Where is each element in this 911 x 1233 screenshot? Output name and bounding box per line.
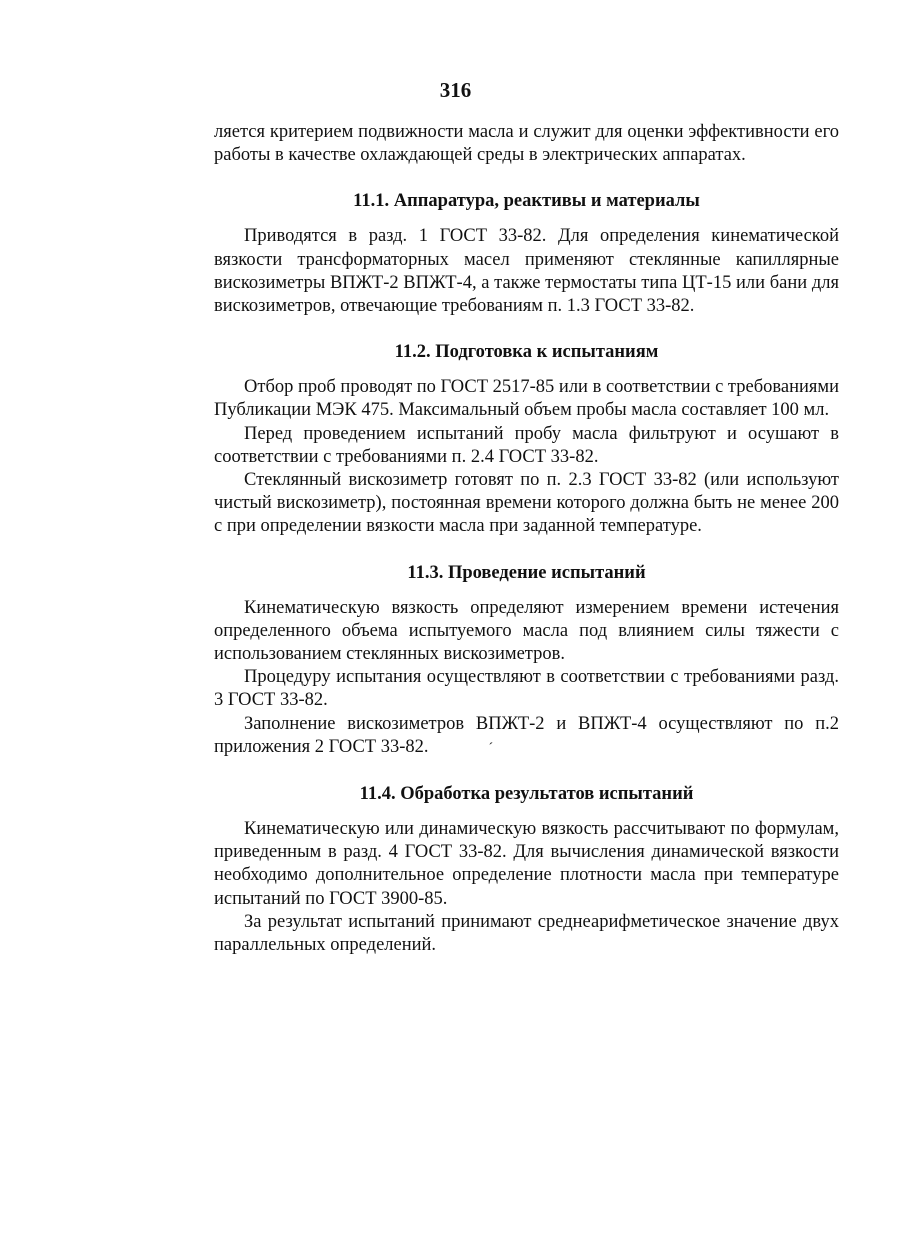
section-11-3: [214, 562, 839, 760]
paragraph: [214, 713, 839, 760]
paragraph: Кинематическую вязкость определяют измерением времени истечения определенного объема испытуемого масла под влиянием силы тяжести с использованием стеклянных вискозиметров.: [214, 597, 839, 665]
section-title: 11.3. Проведение испытаний: [407, 562, 646, 583]
paragraph: Отбор проб проводят по ГОСТ 2517-85 или в соответствии с требованиями Публикации МЭК 475. Максимальный объем пробы масла составляет 100 мл.: [214, 377, 839, 421]
section-11-4: [214, 783, 839, 957]
section-11-2: [214, 341, 839, 538]
section-11-1: [214, 190, 839, 318]
paragraph: Процедуру испытания осуществляют в соответствии с требованиями разд. 3 ГОСТ 33-82.: [214, 667, 839, 711]
paragraph: Стеклянный вискозиметр готовят по п. 2.3 ГОСТ 33-82 (или используют чистый вискозиметр), постоянная времени которого должна быть не менее 200 с при определении вязкости масла при заданной температуре.: [214, 470, 839, 537]
intro-paragraph: ляется критерием подвижности масла и служит для оценки эффективности его работы в качестве охлаждающей среды в электрических аппаратах.: [214, 122, 839, 166]
page-number: 316: [439, 78, 472, 102]
section-title: 11.2. Подготовка к испытаниям: [394, 342, 659, 363]
paragraph: За результат испытаний принимают среднеарифметическое значение двух параллельных определений.: [214, 911, 839, 956]
paragraph: Кинематическую или динамическую вязкость рассчитывают по формулам, приведенным в разд. 4 ГОСТ 33-82. Для вычисления динамической вязкости необходимо дополнительное определение плотности масла при температуре испытаний по ГОСТ 3900-85.: [214, 819, 839, 909]
paragraph: Приводятся в разд. 1 ГОСТ 33-82. Для определения кинематической вязкости трансформаторных масел применяют стеклянные капиллярные вискозиметры ВПЖТ-2 ВПЖТ-4, а также термостаты типа ЦТ-15 или бани для вискозиметров, отвечающие требованиям п. 1.3 ГОСТ 33-82.: [214, 226, 839, 317]
section-title: 11.4. Обработка результатов испытаний: [359, 784, 694, 805]
paragraph: Перед проведением испытаний пробу масла фильтруют и осушают в соответствии с требованиями п. 2.4 ГОСТ 33-82.: [214, 423, 839, 467]
paragraph-text: Заполнение вискозиметров ВПЖТ-2 и ВПЖТ-4 осуществляют по п.2 приложения 2 ГОСТ 33-82.: [214, 713, 839, 757]
text-column: [214, 121, 839, 957]
section-title: 11.1. Аппаратура, реактивы и материалы: [353, 191, 700, 212]
scan-speck: ˊ: [488, 740, 494, 756]
